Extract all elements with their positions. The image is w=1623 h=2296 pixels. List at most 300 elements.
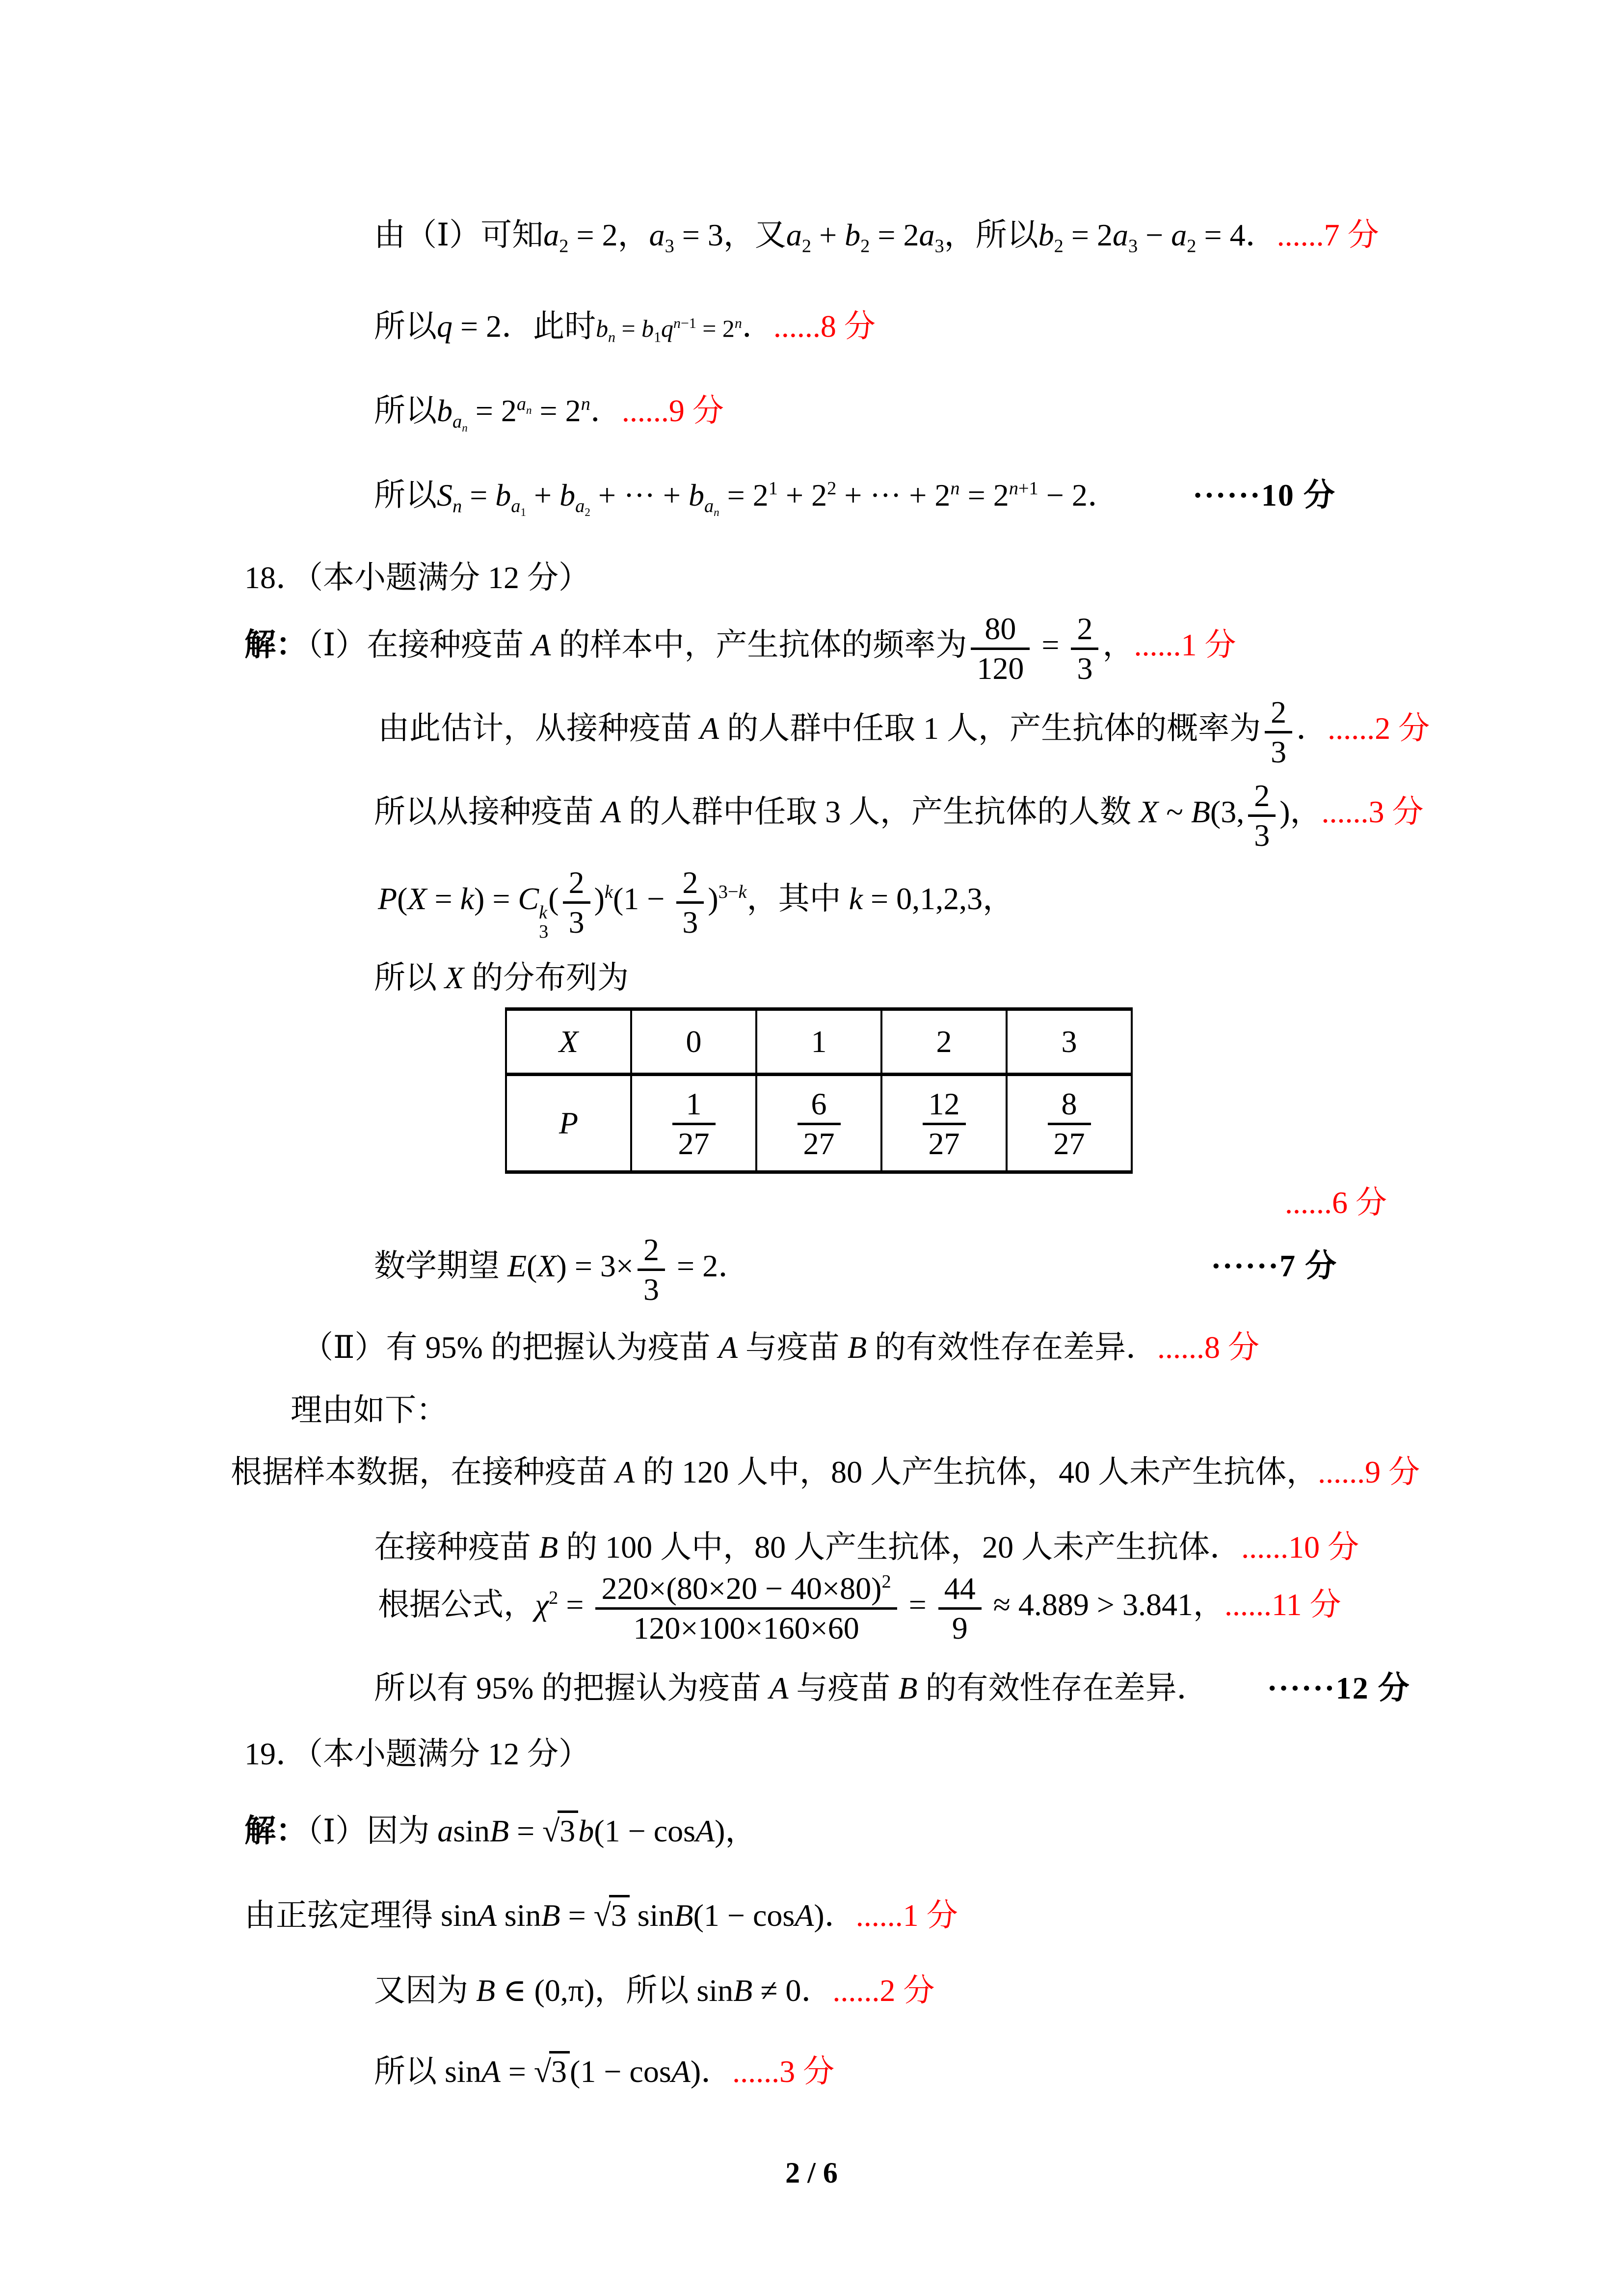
text-run: b (688, 478, 704, 513)
p-value-cell (631, 1075, 756, 1172)
score-annotation: ......3 分 (732, 2054, 835, 2089)
text-run: = 2 (719, 478, 769, 513)
text-run: ，所以 (944, 217, 1038, 252)
text-run: 2 (827, 478, 837, 499)
text-run: 解： (244, 627, 307, 663)
text-run: 2 (1054, 236, 1064, 257)
text-run: 1 (520, 506, 527, 519)
text-run: 在接种疫苗 (374, 1530, 539, 1565)
score-annotation: ......11 分 (1224, 1587, 1341, 1622)
text-run: = (558, 1587, 592, 1622)
text-run: = (560, 1898, 594, 1933)
text-run: B (898, 1671, 918, 1705)
text-run: A (695, 1813, 715, 1848)
x-value-cell: 0 (631, 1009, 756, 1075)
text-run: χ (535, 1587, 549, 1622)
text-run: 理由如下： (291, 1393, 448, 1428)
distribution-table (505, 1007, 1133, 1174)
text-run: ≠ 0 (752, 1973, 801, 2008)
score-annotation: ......10 分 (1241, 1530, 1359, 1565)
text-run: 2 (585, 506, 590, 519)
text-run: = 3 (674, 217, 723, 252)
sub-sup-stack (539, 903, 548, 942)
text-run: n (526, 404, 532, 417)
page-number (0, 2156, 1623, 2190)
score-annotation: ......1 分 (1134, 627, 1236, 663)
score-annotation: ······7 分 (1211, 1248, 1338, 1284)
fraction (563, 865, 590, 939)
text-run: ) (715, 1813, 725, 1848)
text-run: k (604, 881, 613, 902)
text-run: 由此估计，从接种疫苗 (378, 711, 700, 746)
q18-estimate (378, 695, 1430, 769)
text-run: = 2 (870, 217, 919, 252)
text-run: b (578, 1813, 594, 1848)
text-run: A (532, 627, 551, 663)
text-run: n (452, 496, 462, 517)
text-run: 所以 (374, 2054, 445, 2089)
text-run: A (477, 1898, 497, 1933)
denominator: 3 (1254, 817, 1270, 853)
text-run: ) (690, 2054, 701, 2089)
text-run: a (649, 217, 665, 252)
text-run: P (378, 881, 398, 917)
p-value-cell (1007, 1075, 1132, 1172)
text-run: ≈ 4.889 > 3.841 (985, 1587, 1193, 1622)
text-run: 所以有 95% 的把握认为疫苗 (374, 1671, 770, 1705)
text-run: n (462, 421, 468, 434)
text-run (735, 315, 742, 331)
text-run: 1 (654, 329, 662, 346)
text-run: 的分布列为 (464, 960, 629, 995)
text-run: 19．（本小题满分 12 分） (244, 1736, 590, 1771)
text-run: 由（Ⅰ）可知 (374, 217, 544, 252)
q17-line-b2 (374, 217, 1379, 257)
numerator: 6 (798, 1086, 841, 1125)
fraction (676, 865, 704, 939)
text-run: b (845, 217, 861, 252)
text-run: ( (527, 1248, 537, 1284)
text-run: + (811, 217, 845, 252)
score-annotation: ......2 分 (832, 1973, 935, 2008)
text-run: 所以 (374, 960, 445, 995)
text-run (673, 315, 696, 331)
text-run: A (700, 711, 719, 746)
text-run: a (543, 217, 559, 252)
q19-b-range (374, 1972, 934, 2009)
text-run: = (615, 315, 642, 342)
text-run: B (847, 1330, 867, 1365)
text-run: ． (824, 1898, 856, 1933)
text-run: + (526, 478, 560, 513)
text-run: (1 − cos (570, 2054, 671, 2089)
text-run: ． (701, 2054, 733, 2089)
text-run: n (714, 506, 719, 519)
denominator: 120 (977, 650, 1024, 686)
text-run: a (919, 217, 935, 252)
fraction (1265, 695, 1292, 769)
text-run: = (901, 1587, 934, 1622)
text-run: A (481, 2054, 501, 2089)
text-run: n (581, 393, 590, 414)
text-run: ， (1102, 627, 1134, 663)
text-run: X (445, 960, 464, 995)
text-run: 根据公式， (378, 1587, 535, 1622)
text-run: 所以从接种疫苗 (374, 794, 602, 830)
text-run: = 2 (696, 315, 735, 342)
text-run: ， (983, 881, 1014, 917)
text-run: sin (445, 2054, 481, 2089)
text-run: = (509, 1813, 543, 1848)
fraction (595, 1571, 897, 1645)
text-run: A (718, 1330, 738, 1365)
text-run: ．此时 (502, 309, 596, 344)
text-run: ． (742, 309, 773, 344)
text-run: − 2 (1038, 478, 1088, 513)
numerator: 2 (563, 865, 590, 904)
text-run: = 2 (669, 1248, 718, 1284)
text-run: q (661, 315, 673, 342)
text-run: ) (594, 881, 605, 917)
denominator: 9 (952, 1610, 968, 1646)
text-run: 解： (244, 1813, 307, 1848)
text-run: 又因为 (374, 1973, 476, 2008)
text-run: （Ⅰ）在接种疫苗 (307, 627, 532, 663)
text-run: 3 (665, 236, 674, 257)
text-run: = 2 (452, 309, 502, 344)
score-annotation: ......9 分 (1318, 1455, 1420, 1489)
table-row-p (506, 1075, 1132, 1172)
text-run: ， (1290, 794, 1322, 830)
p-value-cell (756, 1075, 881, 1172)
fraction (923, 1086, 966, 1161)
radical-sign: √ (533, 2054, 551, 2089)
text-run: = (500, 2054, 534, 2089)
text-run: a (704, 496, 714, 517)
x-label-cell: X (506, 1009, 631, 1075)
text-run: 的有效性存在差异． (917, 1671, 1208, 1705)
text-run: a (1112, 217, 1128, 252)
numerator: 8 (1048, 1086, 1091, 1125)
distribution-table-body (506, 1009, 1132, 1172)
text-run: X (537, 1248, 557, 1284)
text-run: 与疫苗 (788, 1671, 899, 1705)
text-run: a (516, 393, 527, 414)
q18-sample-a (231, 1454, 1420, 1490)
text-run: a (511, 496, 521, 517)
text-run: 3 (1128, 236, 1138, 257)
q19-header (244, 1736, 590, 1772)
text-run: ． (801, 1973, 833, 2008)
table-row-x (506, 1009, 1132, 1075)
text-run: ( (397, 881, 408, 917)
text-run: = 2 (532, 393, 581, 428)
text-run: ~ (1158, 794, 1191, 830)
numerator: 2 (638, 1232, 665, 1271)
text-run (704, 496, 719, 519)
text-run (516, 393, 532, 417)
text-run: 220×(80×20 − 40×80) (601, 1571, 882, 1606)
text-run: ． (1245, 217, 1277, 252)
text-run: − (1138, 217, 1171, 252)
x-value-cell: 3 (1007, 1009, 1132, 1075)
text-run: 的 100 人中，80 人产生抗体，20 人未产生抗体． (558, 1530, 1242, 1565)
text-run: ， (617, 217, 649, 252)
denominator: 3 (1077, 650, 1093, 686)
text-run: 所以 (374, 309, 437, 344)
text-run: n (673, 315, 681, 332)
text-run (581, 394, 590, 414)
text-run: B (539, 1530, 559, 1565)
score-annotation: ······12 分 (1267, 1671, 1410, 1705)
text-run: 18．（本小题满分 12 分） (244, 560, 590, 595)
numerator: 2 (1265, 695, 1292, 733)
q19-sine-rule (244, 1895, 958, 1934)
text-run: 2 (881, 1571, 891, 1592)
text-run: b (437, 393, 452, 428)
text-run: = 2 (1063, 217, 1113, 252)
q17-line-q (374, 308, 876, 346)
text-run: ， (725, 1813, 757, 1848)
radicand: 3 (609, 1895, 630, 1934)
text-run: ，又 (723, 217, 786, 252)
text-run (575, 496, 590, 519)
fraction (938, 1571, 982, 1645)
q18-dist-intro (374, 960, 629, 996)
text-run: A (795, 1898, 814, 1933)
text-run: b (1038, 217, 1054, 252)
text-run: k (849, 881, 863, 917)
text-run: A (671, 2054, 691, 2089)
text-run: = 0,1,2,3 (863, 881, 983, 917)
text-run: n (734, 315, 742, 332)
text-run: 由正弦定理得 (244, 1898, 441, 1933)
text-run: 的 120 人中，80 人产生抗体，40 人未产生抗体， (635, 1455, 1318, 1489)
text-run: A (602, 794, 621, 830)
text-run: 3− (718, 881, 739, 902)
text-run: ( (548, 881, 559, 917)
denominator: 3 (643, 1271, 659, 1307)
radical (542, 1810, 578, 1849)
radicand: 3 (558, 1810, 578, 1849)
text-run: 1 (768, 478, 778, 499)
text-run (511, 496, 527, 519)
denominator: 3 (1271, 734, 1287, 769)
text-run: 2 (860, 236, 870, 257)
q19-sina (374, 2051, 834, 2090)
text-run: 的人群中任取 3 人，产生抗体的人数 (621, 794, 1140, 830)
text-run: = 2 (959, 478, 1009, 513)
text-run (452, 496, 462, 516)
text-run: 3 (934, 236, 944, 257)
numerator: 2 (676, 865, 704, 904)
text-run: （Ⅱ）有 95% 的把握认为疫苗 (302, 1330, 718, 1365)
text-run (718, 882, 747, 902)
q18-binomial (374, 778, 1424, 852)
radicand: 3 (549, 2051, 570, 2090)
text-run (596, 315, 742, 346)
numerator: 80 (971, 611, 1030, 650)
text-run (608, 329, 615, 345)
text-run: 根据样本数据，在接种疫苗 (231, 1455, 615, 1489)
text-run: X (1139, 794, 1159, 830)
numerator: 2 (1071, 611, 1098, 650)
denominator: 3 (568, 904, 585, 940)
score-annotation: ......2 分 (1328, 711, 1430, 746)
radical-sign: √ (593, 1898, 611, 1933)
text-run: X (407, 881, 427, 917)
text-run: k (738, 881, 747, 902)
q18-part2-conclusion (302, 1329, 1259, 1366)
score-annotation: ......3 分 (1321, 794, 1424, 830)
text-run: b (641, 315, 654, 342)
score-annotation: ......1 分 (855, 1898, 958, 1933)
fraction (672, 1086, 716, 1161)
text-run: 2 (801, 236, 812, 257)
numerator: 12 (923, 1086, 966, 1125)
text-run: ，所以 (594, 1973, 697, 2008)
q18-expectation (374, 1232, 1337, 1306)
text-run: 2 (559, 236, 569, 257)
text-run: sin (629, 1898, 674, 1933)
text-run: 所以 (374, 393, 437, 428)
text-run: 2 (549, 1588, 559, 1608)
radical-sign: √ (542, 1813, 560, 1848)
text-run: ． (1296, 711, 1328, 746)
text-run: S (437, 478, 452, 513)
text-run: （Ⅰ）因为 (307, 1813, 438, 1848)
text-run: sin (496, 1898, 541, 1933)
denominator: 27 (803, 1126, 835, 1161)
text-run: 与疫苗 (737, 1330, 848, 1365)
text-run: sin (696, 1973, 734, 2008)
text-run: B (476, 1973, 496, 2008)
text-run: + 2 (777, 478, 827, 513)
denominator: 3 (682, 904, 698, 940)
text-run (539, 903, 547, 922)
text-run: (3, (1210, 794, 1245, 830)
numerator: 44 (938, 1571, 982, 1610)
text-run: E (507, 1248, 527, 1284)
text-run: sin (453, 1813, 490, 1848)
q17-line-ban (374, 393, 724, 434)
q18-reason-intro (291, 1392, 448, 1429)
text-run: ) (708, 881, 718, 917)
text-run: ) (1279, 794, 1290, 830)
text-run: B (489, 1813, 509, 1848)
text-run (714, 506, 719, 519)
score-annotation: ......6 分 (1285, 1185, 1387, 1220)
score-annotation: ......8 分 (773, 309, 876, 344)
text-run: a (786, 217, 802, 252)
text-run: ． (718, 1248, 750, 1284)
text-run (462, 422, 468, 434)
text-run: ． (1087, 478, 1119, 513)
text-run: ∈ (0,π) (495, 1973, 595, 2008)
text-run: 的人群中任取 1 人，产生抗体的概率为 (719, 711, 1261, 746)
text-run: = 2 (467, 393, 517, 428)
text-run (526, 404, 532, 416)
q19-given (244, 1810, 756, 1849)
text-run: B (733, 1973, 753, 2008)
score-annotation: ......9 分 (621, 393, 724, 428)
text-run: a (575, 496, 585, 517)
p-label-cell: P (506, 1075, 631, 1172)
fraction (798, 1086, 841, 1161)
radical (534, 2051, 570, 2090)
denominator: 27 (1053, 1126, 1085, 1161)
text-run: A (769, 1671, 789, 1705)
denominator: 27 (678, 1126, 710, 1161)
text-run: k (460, 881, 474, 917)
text-run: k (539, 902, 548, 923)
p-value-cell (881, 1075, 1007, 1172)
score-annotation: ......7 分 (1277, 217, 1379, 252)
fraction (638, 1232, 665, 1306)
text-run: b (495, 478, 511, 513)
text-run (950, 478, 959, 499)
text-run: A (615, 1455, 635, 1489)
text-run: + ··· + (590, 478, 689, 513)
numerator: 1 (672, 1086, 716, 1125)
text-run: ， (1193, 1587, 1224, 1622)
text-run: = (462, 478, 496, 513)
text-run: n (950, 478, 960, 499)
text-run (1009, 478, 1038, 499)
q18-chi-square (378, 1571, 1341, 1645)
text-run: B (674, 1898, 693, 1933)
text-run: = (426, 881, 460, 917)
text-run: 的有效性存在差异． (867, 1330, 1157, 1365)
fraction (1071, 611, 1098, 685)
text-run (452, 411, 468, 432)
text-run: ． (590, 393, 622, 428)
text-run: C (518, 881, 539, 917)
text-run: ) (814, 1898, 825, 1933)
text-run: n (1009, 478, 1018, 499)
numerator: 2 (1248, 778, 1276, 817)
text-run: 2 (1187, 236, 1197, 257)
denominator: 120×100×160×60 (633, 1610, 859, 1646)
text-run: B (541, 1898, 560, 1933)
text-run: −1 (680, 315, 696, 332)
score-annotation: ······10 分 (1192, 478, 1336, 513)
text-run: ) = (474, 881, 518, 917)
text-run: (1 − cos (693, 1898, 795, 1933)
q18-freq (244, 611, 1236, 685)
text-run: b (559, 478, 576, 513)
q18-pmf (378, 865, 1014, 942)
numerator (595, 1571, 897, 1610)
fraction (1248, 778, 1276, 852)
text-run (605, 882, 613, 902)
q18-sample-b (374, 1529, 1359, 1566)
text-run: (1 − cos (594, 1813, 695, 1848)
text-run: a (452, 411, 462, 432)
text-run: 所以 (374, 478, 437, 513)
text-run: B (1191, 794, 1210, 830)
text-run: sin (441, 1898, 478, 1933)
x-value-cell: 1 (756, 1009, 881, 1075)
score-annotation: ......8 分 (1157, 1330, 1259, 1365)
q17-line-sn (374, 477, 1336, 519)
q18-conclusion (374, 1670, 1410, 1706)
text-run: +1 (1018, 478, 1038, 499)
text-run: 3 (539, 921, 549, 943)
fraction (1048, 1086, 1091, 1161)
x-value-cell: 2 (881, 1009, 1007, 1075)
text-run: = 2 (568, 217, 618, 252)
